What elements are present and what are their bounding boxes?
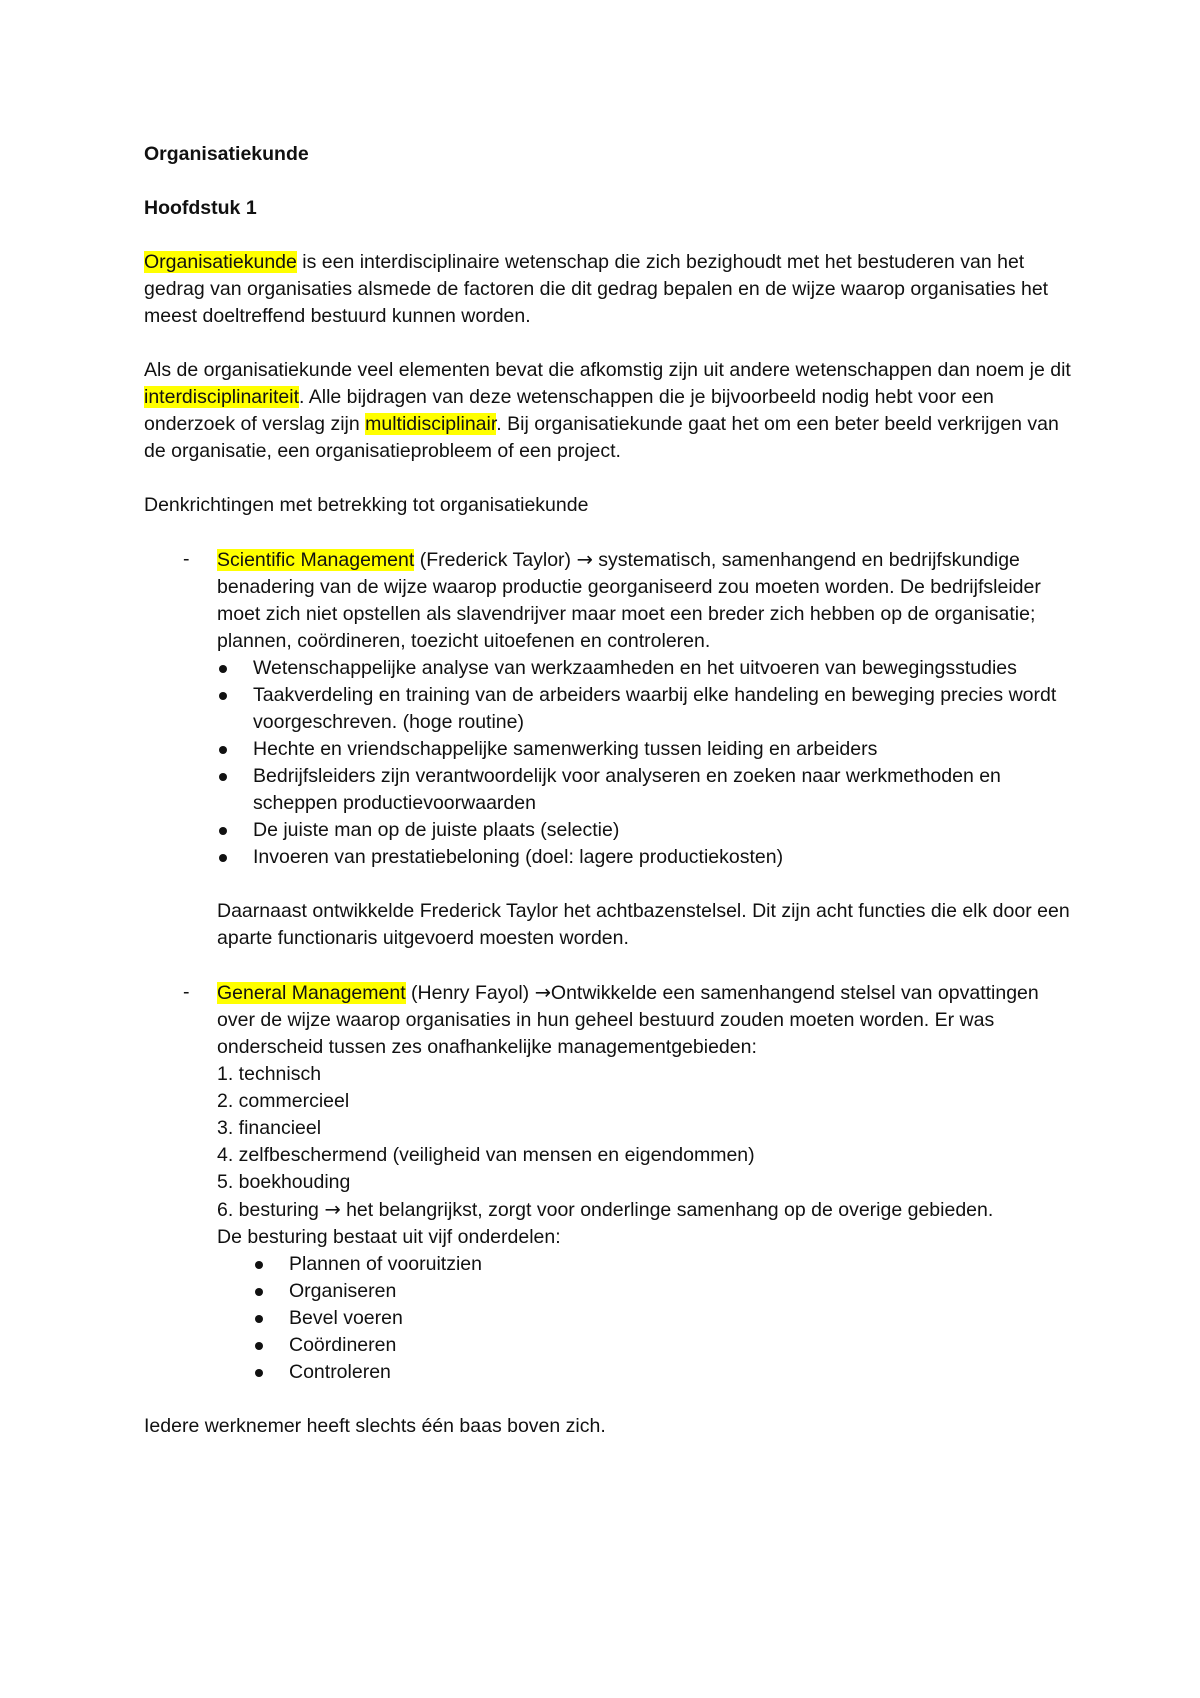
interdisciplinarity-paragraph: Als de organisatiekunde veel elementen bevat die afkomstig zijn uit andere wetenschappen dan noem je dit interdisciplinariteit. Alle bijdragen van deze wetenschappen die je bijvoorbeeld nodig hebt voor een onderzoek of verslag zijn multidisciplinair. Bij organisatiekunde gaat het om een beter beeld verkrijgen van de organisatie, een organisatieprobleem of een project. <box>144 359 1071 462</box>
besturing-intro: De besturing bestaat uit vijf onderdelen: <box>217 1226 561 1248</box>
list-item: Plannen of vooruitzien <box>217 1251 1074 1278</box>
bullet-icon <box>255 1261 263 1269</box>
dash-marker: - <box>183 548 190 570</box>
management-area: 2. commercieel <box>217 1090 350 1112</box>
management-area: 1. technisch <box>217 1063 322 1085</box>
arrow-icon: → <box>576 548 593 571</box>
list-item: Bevel voeren <box>217 1305 1074 1332</box>
list-item: De juiste man op de juiste plaats (selectie) <box>217 817 1074 844</box>
bullet-icon <box>255 1315 263 1323</box>
list-item: Invoeren van prestatiebeloning (doel: lagere productiekosten) <box>217 844 1074 871</box>
highlighted-term: Organisatiekunde <box>144 251 297 273</box>
bullet-icon <box>219 827 227 835</box>
bullet-icon <box>219 665 227 673</box>
highlighted-term: General Management <box>217 982 406 1004</box>
list-item <box>144 979 1074 1386</box>
bullet-icon <box>255 1288 263 1296</box>
management-area: 3. financieel <box>217 1117 322 1139</box>
management-area: 4. zelfbeschermend (veiligheid van mensen en eigendommen) <box>217 1144 755 1166</box>
bullet-icon <box>219 854 227 862</box>
scientific-management-description: Scientific Management (Frederick Taylor) → systematisch, samenhangend en bedrijfskundige benadering van de wijze waarop productie georganiseerd zou moeten worden. De bedrijfsleider moet zich niet opstellen als slavendrijver maar moet een breder zich hebben op de organisatie; plannen, coördineren, toezicht uitoefenen en controleren. <box>217 548 1041 652</box>
chapter-heading: Hoofdstuk 1 <box>144 197 257 219</box>
bullet-icon <box>219 773 227 781</box>
list-item: Wetenschappelijke analyse van werkzaamheden en het uitvoeren van bewegingsstudies <box>217 655 1074 682</box>
general-management-description: General Management (Henry Fayol) →Ontwikkelde een samenhangend stelsel van opvattingen over de wijze waarop organisaties in hun geheel bestuurd zouden moeten worden. Er was onderscheid tussen zes onafhankelijke managementgebieden: <box>217 981 1039 1058</box>
highlighted-term: interdisciplinariteit <box>144 386 299 408</box>
list-item: Controleren <box>217 1359 1074 1386</box>
highlighted-term: multidisciplinair <box>365 413 497 435</box>
list-item <box>144 546 1074 952</box>
arrow-icon: → <box>324 1198 341 1221</box>
list-item: Bedrijfsleiders zijn verantwoordelijk voor analyseren en zoeken naar werkmethoden en scheppen productievoorwaarden <box>217 763 1074 817</box>
highlighted-term: Scientific Management <box>217 549 415 571</box>
arrow-icon: → <box>534 981 551 1004</box>
bullet-list <box>217 655 1074 871</box>
management-area: 6. besturing → het belangrijkst, zorgt voor onderlinge samenhang op de overige gebieden. <box>217 1198 994 1221</box>
bullet-icon <box>255 1342 263 1350</box>
dash-marker: - <box>183 981 190 1003</box>
intro-paragraph: Organisatiekunde is een interdisciplinaire wetenschap die zich bezighoudt met het bestuderen van het gedrag van organisaties alsmede de factoren die dit gedrag bepalen en de wijze waarop organisaties het meest doeltreffend bestuurd kunnen worden. <box>144 251 1049 327</box>
list-item: Coördineren <box>217 1332 1074 1359</box>
bullet-icon <box>255 1369 263 1377</box>
list-item: Hechte en vriendschappelijke samenwerking tussen leiding en arbeiders <box>217 736 1074 763</box>
bullet-icon <box>219 746 227 754</box>
document-body <box>144 141 1074 1440</box>
section-heading: Denkrichtingen met betrekking tot organisatiekunde <box>144 494 589 516</box>
list-item: Organiseren <box>217 1278 1074 1305</box>
bullet-icon <box>219 692 227 700</box>
management-area: 5. boekhouding <box>217 1171 351 1193</box>
closing-paragraph: Iedere werknemer heeft slechts één baas boven zich. <box>144 1415 606 1437</box>
document-title: Organisatiekunde <box>144 143 309 165</box>
bullet-list <box>217 1251 1074 1386</box>
list-item: Taakverdeling en training van de arbeiders waarbij elke handeling en beweging precies wordt voorgeschreven. (hoge routine) <box>217 682 1074 736</box>
achtbazenstelsel-note: Daarnaast ontwikkelde Frederick Taylor het achtbazenstelsel. Dit zijn acht functies die elk door een aparte functionaris uitgevoerd moesten worden. <box>217 900 1070 949</box>
